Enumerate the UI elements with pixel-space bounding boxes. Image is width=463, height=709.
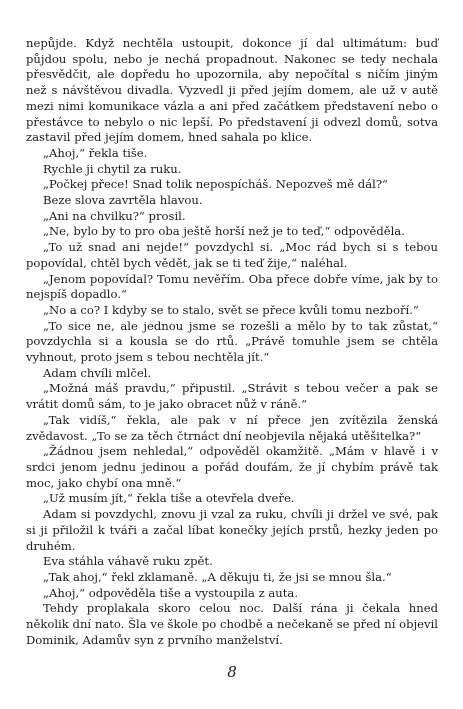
paragraph: Rychle ji chytil za ruku. xyxy=(43,161,182,176)
paragraph: „To už snad ani nejde!“ povzdychl si. „Moc rád bych si s tebou popovídal, chtěl bych vědět, jak se ti teď žije,“ naléhal. xyxy=(26,240,438,270)
paragraph: Adam si povzdychl, znovu ji vzal za ruku, chvíli ji držel ve své, pak si ji přiložil k tváři a začal líbat konečky jejích prstů, hezky jeden po druhém. xyxy=(26,507,438,553)
paragraph: Tehdy proplakala skoro celou noc. Další rána ji čekala hned několik dní nato. Šla ve škole po chodbě a nečekaně se před ní objevil Dominik, Adamův syn z prvního manželství. xyxy=(26,601,438,647)
paragraph: „Ahoj,“ odpověděla tiše a vystoupila z auta. xyxy=(43,585,299,600)
paragraph: „No a co? I kdyby se to stalo, svět se přece kvůli tomu nezboří.“ xyxy=(43,302,419,317)
paragraph: „Ne, bylo by to pro oba ještě horší než je to teď,“ odpověděla. xyxy=(43,224,405,239)
paragraph: „Možná máš pravdu,“ připustil. „Strávit s tebou večer a pak se vrátit domů sám, to je jako obracet nůž v ráně.“ xyxy=(26,381,438,412)
paragraph: „To sice ne, ale jednou jsme se rozešli a mělo by to tak zůstat,“ povzdychla si a kousla se do rtů. „Právě tomuhle jsem se chtěla vyhnout, proto jsem s tebou nechtěla jít.“ xyxy=(26,318,438,365)
paragraph: „Tak vidíš,“ řekla, ale pak v ní přece jen zvítězila ženská zvědavost. „To se za těch čtrnáct dní neobjevila nějaká utěšitelka?“ xyxy=(26,412,438,443)
paragraph: Beze slova zavrtěla hlavou. xyxy=(43,193,203,208)
paragraph: „Ahoj,“ řekla tiše. xyxy=(43,145,148,160)
body-text xyxy=(26,36,438,648)
paragraph: Adam chvíli mlčel. xyxy=(43,365,152,380)
paragraph: „Už musím jít,“ řekla tiše a otevřela dveře. xyxy=(43,491,295,506)
paragraph: „Počkej přece! Snad tolik nepospícháš. Nepozveš mě dál?“ xyxy=(43,177,388,192)
paragraph: „Ani na chvilku?“ prosil. xyxy=(43,208,186,223)
paragraph: „Tak ahoj,“ řekl zklamaně. „A děkuju ti, že jsi se mnou šla.“ xyxy=(43,569,392,584)
paragraph: nepůjde. Když nechtěla ustoupit, dokonce jí dal ultimátum: buď půjdou spolu, nebo je nechá propadnout. Nakonec se tedy nechala přesvědčit, ale dopředu ho upozornila, aby nepočítal s ničím jiným než s návštěvou divadla. Vyzvedl ji před jejím domem, ale už v autě mezi nimi komunikace vázla a ani před začátkem představení nebo o přestávce to nebylo o nic lepší. Po představení ji odvezl domů, sotva zastavil před jejím domem, hned sahala po klice. xyxy=(26,36,438,145)
paragraph: „Žádnou jsem nehledal,“ odpověděl okamžitě. „Mám v hlavě i v srdci jenom jednu jedinou a pořád doufám, že jí chybím právě tak moc, jako chybí ona mně.“ xyxy=(26,444,438,490)
book-page xyxy=(26,0,438,709)
page-number: 8 xyxy=(227,663,237,681)
paragraph: „Jenom popovídal? Tomu nevěřím. Oba přece dobře víme, jak by to nejspíš dopadlo.“ xyxy=(26,271,438,302)
paragraph: Eva stáhla váhavě ruku zpět. xyxy=(43,554,213,569)
